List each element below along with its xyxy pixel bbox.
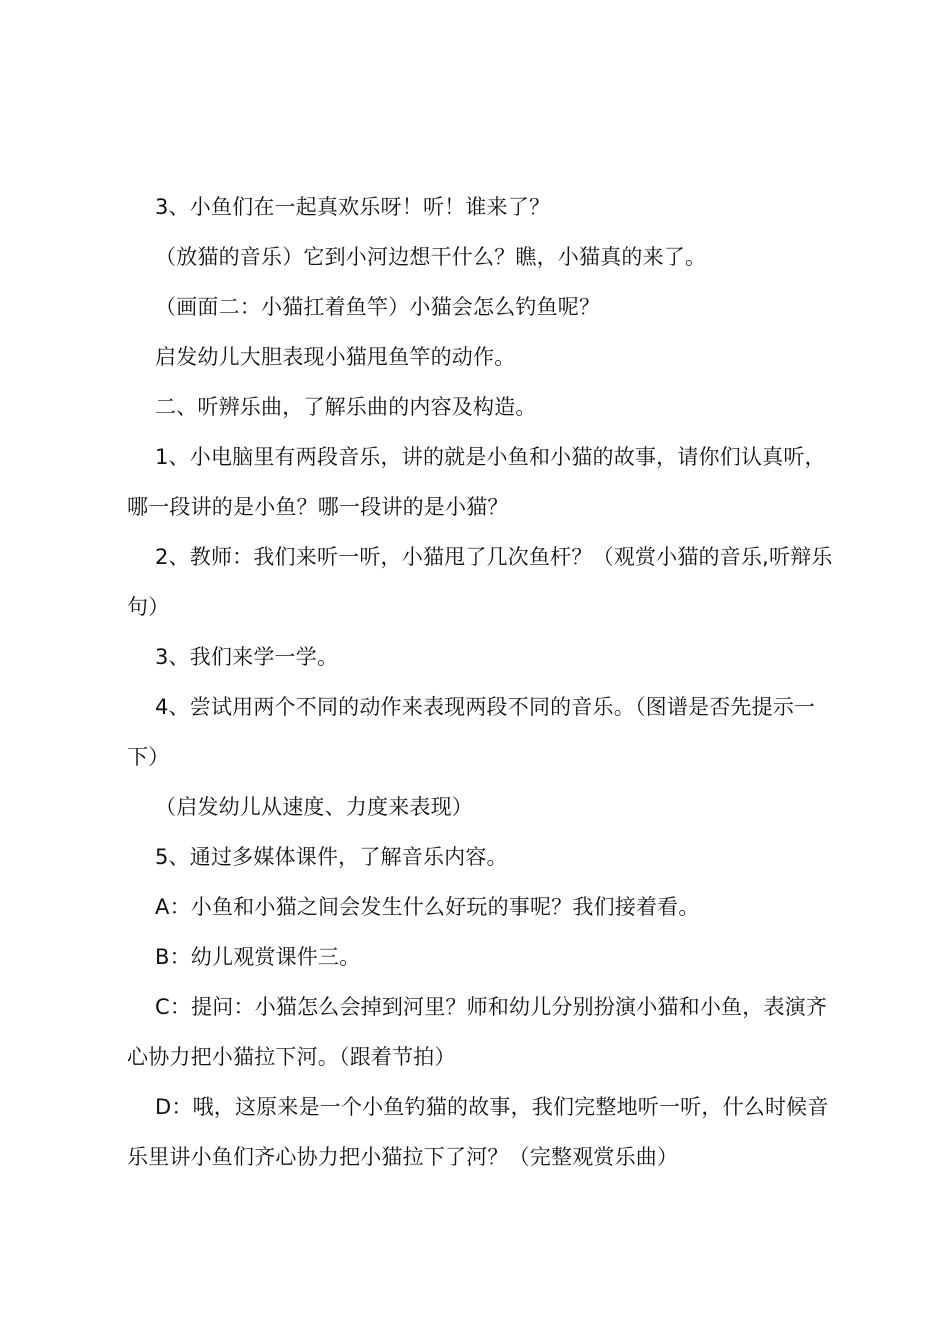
- paragraph: D：哦，这原来是一个小鱼钓猫的故事，我们完整地听一听，什么时候音乐里讲小鱼们齐心协力把小猫拉下了河？（完整观赏乐曲）: [127, 1095, 829, 1169]
- paragraph: A：小鱼和小猫之间会发生什么好玩的事呢？我们接着看。: [155, 895, 700, 919]
- paragraph: 二、听辨乐曲，了解乐曲的内容及构造。: [155, 395, 537, 419]
- paragraph: （启发幼儿从速度、力度来表现）: [155, 795, 473, 819]
- paragraph: 5、通过多媒体课件，了解音乐内容。: [155, 845, 508, 869]
- paragraph: 3、我们来学一学。: [155, 645, 339, 669]
- paragraph: B：幼儿观赏课件三。: [155, 945, 361, 969]
- document-body: [127, 182, 839, 1182]
- paragraph: 3、小鱼们在一起真欢乐呀！听！谁来了？: [155, 195, 551, 219]
- paragraph: 启发幼儿大胆表现小猫甩鱼竿的动作。: [155, 345, 516, 369]
- paragraph: （放猫的音乐）它到小河边想干什么？瞧，小猫真的来了。: [155, 245, 707, 269]
- paragraph: 1、小电脑里有两段音乐，讲的就是小鱼和小猫的故事，请你们认真听，哪一段讲的是小鱼？哪一段讲的是小猫？: [127, 445, 826, 519]
- paragraph: 2、教师：我们来听一听，小猫甩了几次鱼杆？（观赏小猫的音乐,听辩乐句）: [127, 545, 833, 619]
- paragraph: C：提问：小猫怎么会掉到河里？师和幼儿分别扮演小猫和小鱼，表演齐心协力把小猫拉下河。（跟着节拍）: [127, 995, 828, 1069]
- paragraph: （画面二：小猫扛着鱼竿）小猫会怎么钓鱼呢？: [155, 295, 601, 319]
- paragraph: 4、尝试用两个不同的动作来表现两段不同的音乐。（图谱是否先提示一下）: [127, 695, 816, 769]
